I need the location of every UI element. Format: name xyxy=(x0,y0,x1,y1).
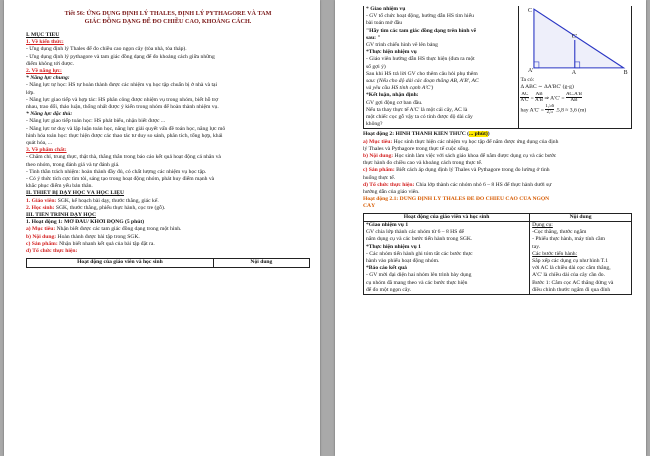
activity-heading xyxy=(363,131,632,138)
math-text: .5,8 ≈ 3,6 (m) xyxy=(555,106,587,113)
text-line: và yêu cầu HS tính cạnh A'C') xyxy=(366,85,434,92)
text-line: bài toán mở đầu xyxy=(366,20,403,27)
page-right xyxy=(335,0,646,456)
page-right-content xyxy=(363,6,632,295)
text-line: hình hóa toán học: thực hiện được các thao tác tư duy so sánh, phân tích, tổng hợp, khái xyxy=(26,132,223,139)
math-result-line xyxy=(520,104,630,116)
section-heading: III. TIẾN TRÌNH DẠY HỌC xyxy=(26,212,96,219)
label: 1. Giáo viên: xyxy=(26,197,57,204)
numerator: AC xyxy=(521,91,529,97)
text-line: hành vào phiếu hoạt động nhóm. xyxy=(366,257,440,264)
text-line: *Giao nhiệm vụ 1 xyxy=(366,221,409,228)
fraction xyxy=(535,92,543,104)
table-header: Hoạt động của giáo viên và học sinh xyxy=(27,259,214,267)
page-left xyxy=(4,0,320,456)
activity-heading-text: Hoạt động 2: HÌNH THÀNH KIẾN THỨC ( xyxy=(363,131,470,138)
text-line: * Năng lực chung: xyxy=(26,75,70,82)
denominator: AB xyxy=(570,98,578,104)
text-line xyxy=(363,153,632,160)
subsection-heading: 3. Về phẩm chất: xyxy=(26,147,67,154)
point-label: C' xyxy=(572,34,578,41)
text-line: * Năng lực đặc thù: xyxy=(26,111,73,118)
text-line: sau: " xyxy=(366,34,381,41)
label: d) Tổ chức thực hiện: xyxy=(26,248,78,255)
text-line: GV trình chiếu hình vẽ lên bảng xyxy=(366,42,438,49)
text-line: *Thực hiện nhiệm vụ 1 xyxy=(366,243,421,250)
text-line: tay. xyxy=(532,243,541,250)
similar-triangles-figure xyxy=(520,6,630,74)
value: Hoàn thành được bài tập trong SGK. xyxy=(56,233,140,240)
text-line: theo nhóm, trong đánh giá và tự đánh giá. xyxy=(26,161,120,168)
lesson-title-line: GIÁC ĐỒNG DẠNG ĐỂ ĐO CHIỀU CAO, KHOẢNG CÁCH. xyxy=(84,18,252,25)
table-header: Nội dung xyxy=(530,213,632,221)
subsection-heading: 1. Về kiến thức: xyxy=(26,39,64,46)
text-line: Sắp xếp các dụng cụ như hình T.1 xyxy=(532,257,608,264)
math-line: Ta có: xyxy=(520,77,535,84)
value: Học sinh thực hiện các nhiệm vụ học tập để nắm được ứng dụng của định xyxy=(392,138,559,145)
text-line: khắc phục điểm yếu bản thân. xyxy=(26,183,93,190)
activity-subheading: Hoạt động 2.1: DÙNG ĐỊNH LÝ THALES ĐỂ ĐO CHIỀU CAO CỦA NGỌN xyxy=(363,196,550,203)
text-line: *Kết luận, nhận định: xyxy=(366,92,419,99)
text-line: *Báo cáo kết quả xyxy=(366,265,407,272)
text-line: GV chia lớp thành các nhóm từ 6 – 8 HS để xyxy=(366,229,465,236)
numerator: 1,56 xyxy=(545,103,555,109)
text-line: nhau, trao đổi, thảo luận, thống nhất được ý kiến trong nhóm để hoàn thành nhiệm vụ. xyxy=(26,104,219,111)
value: Chia lớp thành các nhóm nhỏ 6 – 8 HS để thực hành dưới sự xyxy=(414,181,552,188)
text-line: - GV tổ chức hoạt động, hướng dẫn HS tìm hiểu xyxy=(366,13,474,20)
text-line: * Giao nhiệm vụ xyxy=(366,6,406,12)
page-left-content xyxy=(26,10,310,268)
text-line: - Có ý thức tích cực tìm tòi, sáng tạo trong hoạt động nhóm, phát huy điểm mạnh và xyxy=(26,176,215,183)
activity-heading-text: ) xyxy=(487,131,490,138)
text-line: - Năng lực giao tiếp toán học: HS phát biểu, nhận biết được ... xyxy=(26,118,166,125)
text-line: thực hành đo chiều cao và khoảng cách trong thực tế. xyxy=(363,160,483,167)
table-cell xyxy=(530,221,632,294)
value: Học sinh làm việc với sách giáo khoa để nắm được dụng cụ và các bước xyxy=(393,153,557,160)
text-line xyxy=(363,167,632,174)
table-header: Hoạt động của giáo viên và học sinh xyxy=(364,213,530,221)
section-heading: II. THIẾT BỊ DẠY HỌC VÀ HỌC LIỆU xyxy=(26,190,125,197)
label: a) Mục tiêu: xyxy=(26,226,56,233)
text-line: - Năng lực giao tiếp và hợp tác: HS phân công được nhiệm vụ trong nhóm, biết hỗ trợ xyxy=(26,96,219,103)
activity-subheading: CÂY xyxy=(363,203,376,210)
text-line: - Năng lực tư duy và lập luận toán học, năng lực giải quyết vấn đề toán học, năng lực mô xyxy=(26,125,226,132)
value: Nhận biết nhanh kết quả của bài tập đặt ra. xyxy=(57,240,155,247)
text-line xyxy=(26,198,310,205)
text-line: Các bước tiến hành: xyxy=(532,250,578,257)
label: b) Nội dung: xyxy=(363,153,394,160)
intro-table xyxy=(363,6,632,129)
math-text: ⇒ A'C' = xyxy=(544,94,565,101)
fraction xyxy=(520,92,529,104)
section-heading: I. MỤC TIÊU xyxy=(26,32,60,38)
text-line: với AC là chiều dài cọc cắm thẳng, xyxy=(532,265,611,272)
text-line: - Giáo viên hướng dẫn HS thực hiện (đưa ra một xyxy=(366,56,475,63)
value: Biết cách áp dụng định lý Thales và Pythagore trong đo lường ở tình xyxy=(394,167,550,174)
text-line: -Cọc thẳng, thước ngắm xyxy=(532,229,587,236)
text-line xyxy=(26,241,310,248)
text-line: - Ứng dụng định lý pythagore và tam giác đồng dạng để đo khoảng cách giữa những xyxy=(26,53,215,60)
text-line xyxy=(26,234,310,241)
text-line xyxy=(26,248,310,255)
text-line: "Hãy tìm các tam giác đồng dạng trên hình vẽ xyxy=(366,27,477,34)
text-line: điều chỉnh thước ngắm đi qua đỉnh xyxy=(532,286,611,293)
intro-table-right xyxy=(519,6,632,129)
numerator: AB xyxy=(535,91,543,97)
subsection-heading: 2. Về năng lực: xyxy=(26,68,62,75)
math-text: hay A'C' = xyxy=(520,106,544,113)
text-line: - GV mời đại diện hai nhóm lên trình bày dụng xyxy=(366,272,472,279)
text-line: A'C' là chiều dài của cây cần đo. xyxy=(532,272,605,279)
text-line: - Các nhóm tiến hành ghi tóm tắt các bước thực xyxy=(366,250,473,257)
text-line: để đo một ngọn cây. xyxy=(366,286,412,293)
text-line: lý Thales và Pythagore trong thực tế cuộc sống. xyxy=(363,145,470,152)
label: b) Nội dung: xyxy=(26,233,57,240)
fraction xyxy=(566,92,582,104)
text-line: lớp. xyxy=(26,89,35,96)
text-line: - Tinh thần trách nhiệm: hoàn thành đầy đủ, có chất lượng các nhiệm vụ học tập. xyxy=(26,168,207,175)
value: SGK, kế hoạch bài dạy, thước thẳng, giác kế. xyxy=(56,197,159,204)
text-line: - Chăm chỉ, trung thực, thật thà, thẳng thắn trong báo cáo kết quả hoạt động cá nhân và xyxy=(26,154,221,161)
text-line: hướng dẫn của giáo viên. xyxy=(363,189,420,196)
point-label: A xyxy=(572,69,577,74)
lesson-title xyxy=(26,10,310,26)
table-cell xyxy=(364,221,530,294)
value: SGK, thước thẳng, phiếu thực hành, cọc tre (gỗ). xyxy=(54,204,166,211)
text-line: Bước 1: Cắm cọc AC thẳng đứng và xyxy=(532,279,614,286)
text-line: Nếu ta thay thực tế A'C' là một cái cây, AC là xyxy=(366,106,468,113)
label: c) Sản phẩm: xyxy=(363,167,395,174)
math-line: Δ ABC ∼ ΔA'BC' (g-g) xyxy=(520,84,574,91)
text-line xyxy=(26,226,310,233)
activity-heading: 1. Hoạt động 1: MỞ ĐẦU/ KHỞI ĐỘNG (5 phút) xyxy=(26,219,145,226)
text-line: - Phiếu thực hành, máy tính cầm xyxy=(532,236,605,243)
activity-table xyxy=(363,213,632,295)
intro-table-left xyxy=(364,6,519,129)
denominator: A'C' xyxy=(520,98,530,104)
label: c) Sản phẩm: xyxy=(26,240,58,247)
text-line: cụ nhóm đã mang theo và các bước thực hiện xyxy=(366,279,468,286)
text-line: không? xyxy=(366,121,383,128)
denominator: 2,5 xyxy=(546,110,553,116)
text-line: *Thực hiện nhiệm vụ xyxy=(366,49,417,56)
text-line: - Ứng dụng định lý Thales để đo chiều cao ngọn cây (tòa nhà, tòa tháp). xyxy=(26,46,187,53)
text-line xyxy=(26,205,310,212)
math-ratio-line: $\frac{AC}{A'C'}$ = $\frac{AB}{A'B}$ ⇒ A'C' = $\frac{AC.A'B}{AB}$ xyxy=(520,91,582,104)
text-line: huống thực tế. xyxy=(363,174,396,181)
text-line: Dụng cụ: xyxy=(532,221,553,228)
text-line: sau: (Nếu cho độ dài các đoạn thẳng AB, A'B', AC xyxy=(366,78,479,85)
value: Nhận biết được các tam giác đồng dạng trong một hình. xyxy=(55,226,182,233)
triangle-outline xyxy=(534,9,624,68)
denominator: A'B xyxy=(535,98,543,104)
text-line: nắm dụng cụ và các bước tiến hành trong SGK. xyxy=(366,236,473,243)
point-label: A' xyxy=(528,67,534,74)
highlighted-duration: ... phút) xyxy=(469,131,488,138)
numerator: AC.A'B xyxy=(565,91,582,97)
text-line: số gợi ý) xyxy=(366,63,386,70)
fraction xyxy=(545,104,554,116)
table-header: Nội dung xyxy=(213,259,309,267)
text-line: quát hóa, ... xyxy=(26,140,53,147)
label: d) Tổ chức thực hiện: xyxy=(363,181,415,188)
point-label: B xyxy=(624,69,629,74)
text-line: một chiếc cọc gỗ vậy ta có tính được độ dài cây xyxy=(366,114,473,121)
text-line: - Năng lực tự học: HS tự hoàn thành được các nhiệm vụ học tập chuẩn bị ở nhà và tại xyxy=(26,82,218,89)
label: a) Mục tiêu: xyxy=(363,138,393,145)
label: 2. Học sinh: xyxy=(26,204,55,211)
text-line: điểm không tới được. xyxy=(26,60,75,67)
point-label: C xyxy=(528,8,533,15)
text-line xyxy=(363,182,632,189)
text-line: GV gợi động cơ ban đầu. xyxy=(366,99,423,106)
text-line xyxy=(363,139,632,146)
lesson-title-line: Tiết 56: ỨNG DỤNG ĐỊNH LÝ THALES, ĐỊNH LÝ PYTHAGORE VÀ TAM xyxy=(64,10,272,17)
activity-table xyxy=(26,258,310,267)
text-line: Sau khi HS trả lời GV cho thêm câu hỏi phụ thêm xyxy=(366,70,478,77)
